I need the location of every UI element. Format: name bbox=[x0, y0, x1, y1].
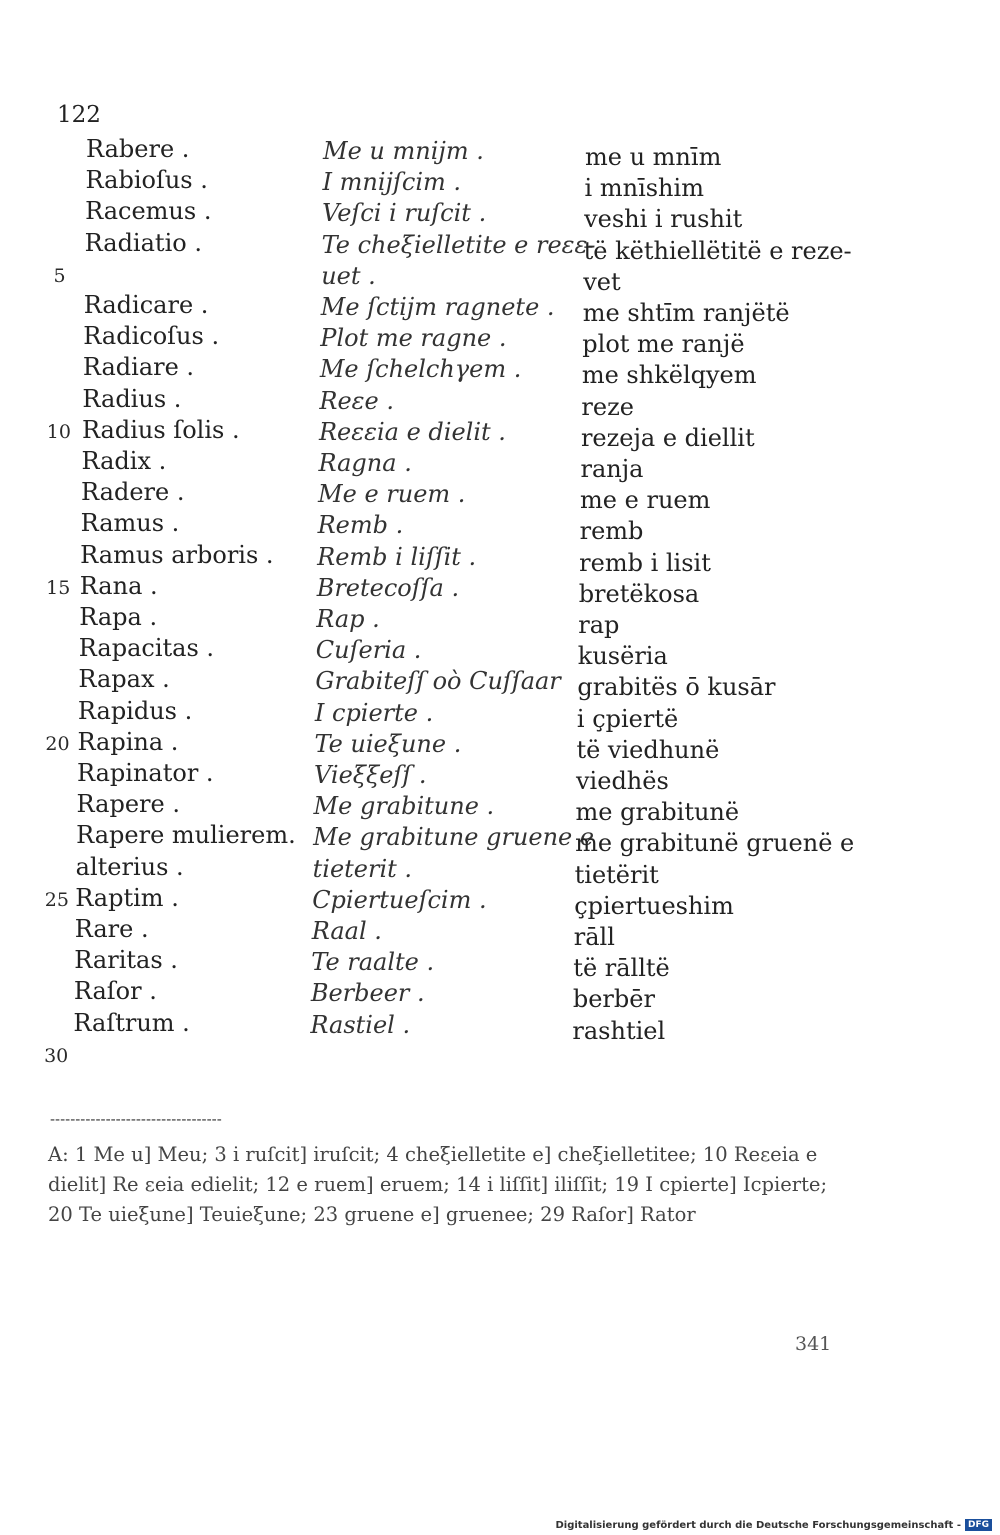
original-albanian: Me grabitune gruene e bbox=[313, 823, 595, 852]
modern-transcription: të rālltë bbox=[573, 954, 670, 983]
latin-term: Raſtrum . bbox=[73, 1008, 190, 1037]
original-albanian: Te cheξielletite e reεε- bbox=[321, 230, 596, 259]
latin-term: Radiatio . bbox=[84, 228, 202, 257]
modern-transcription: viedhës bbox=[576, 767, 669, 795]
modern-transcription: me shkëlqyem bbox=[581, 361, 757, 390]
modern-transcription: të viedhunë bbox=[576, 735, 720, 764]
latin-term: Rare . bbox=[74, 915, 149, 943]
line-number: 15 bbox=[46, 576, 71, 599]
latin-term: Rapidus . bbox=[77, 696, 193, 725]
original-albanian: Me ſchelchγem . bbox=[319, 355, 522, 384]
modern-transcription: bretëkosa bbox=[578, 579, 700, 608]
latin-term: alterius . bbox=[75, 852, 184, 881]
modern-transcription: i mnīshim bbox=[584, 174, 704, 203]
original-albanian: I cpierte . bbox=[314, 698, 434, 727]
original-albanian: Cpiertueſcim . bbox=[312, 885, 487, 914]
original-albanian: tieterit . bbox=[312, 854, 413, 883]
latin-term: Rapina . bbox=[77, 727, 179, 756]
modern-transcription: rashtiel bbox=[572, 1016, 666, 1045]
original-albanian: Me e ruem . bbox=[318, 480, 466, 509]
footnote-apparatus: A: 1 Me u] Meu; 3 i ruſcit] iruſcit; 4 cheξielletite e] cheξielletitee; 10 Reεeia e dielit] Re εeia edielit; 12 e ruem] eruem; 14 i liſſit] iliſſit; 19 I cpierte] Icpierte; 20 Te uieξune] Teuieξune; 23 gruene e] gruenee; 29 Raſor] Rator bbox=[48, 1143, 828, 1226]
modern-transcription: rāll bbox=[573, 923, 615, 951]
modern-transcription: plot me ranjë bbox=[582, 330, 745, 359]
latin-term: Radere . bbox=[81, 478, 185, 507]
latin-term: Rapax . bbox=[78, 665, 170, 694]
latin-term: Radius ſolis . bbox=[81, 415, 240, 444]
modern-transcription: veshi i rushit bbox=[584, 205, 743, 234]
line-number: 30 bbox=[44, 1044, 69, 1067]
modern-transcription: vet bbox=[583, 267, 621, 296]
latin-term: Rabere . bbox=[86, 135, 190, 163]
line-number: 20 bbox=[45, 732, 70, 755]
modern-transcription: të këthiellëtitë e reze- bbox=[583, 236, 852, 265]
line-number: 10 bbox=[46, 420, 71, 443]
latin-term: Raptim . bbox=[75, 883, 179, 912]
original-albanian: Me grabitune . bbox=[313, 792, 495, 821]
latin-term: Radiare . bbox=[82, 353, 195, 382]
modern-transcription: me u mnīm bbox=[585, 143, 722, 171]
original-albanian: Me u mnijm . bbox=[323, 137, 484, 165]
modern-transcription: me shtīm ranjëtë bbox=[582, 299, 790, 327]
original-albanian: Cuſeria . bbox=[315, 636, 422, 665]
modern-transcription: çpiertueshim bbox=[574, 891, 734, 920]
original-albanian: uet . bbox=[321, 261, 376, 290]
latin-term: Radicare . bbox=[83, 291, 209, 319]
original-albanian: Me ſctijm ragnete . bbox=[320, 293, 555, 321]
latin-term: Ramus arboris . bbox=[80, 540, 274, 569]
latin-term: Rapa . bbox=[79, 603, 158, 631]
latin-term: Rapere mulierem. bbox=[76, 821, 296, 850]
modern-transcription: reze bbox=[581, 392, 634, 421]
modern-transcription: me e ruem bbox=[580, 486, 711, 515]
original-albanian: I mnijſcim . bbox=[322, 168, 462, 197]
latin-term: Raſor . bbox=[73, 977, 157, 1006]
modern-transcription: tietërit bbox=[574, 860, 659, 889]
original-albanian: Plot me ragne . bbox=[320, 324, 507, 353]
line-number: 5 bbox=[53, 264, 66, 287]
latin-term: Raritas . bbox=[74, 946, 178, 975]
original-albanian: Remb i liſſit . bbox=[317, 542, 477, 571]
page-number-bottom: 341 bbox=[795, 1333, 832, 1355]
modern-transcription: kusëria bbox=[577, 642, 668, 671]
original-albanian: Reεe . bbox=[319, 386, 395, 415]
footnote-separator: ---------------------------------- bbox=[50, 1112, 222, 1128]
modern-transcription: remb i lisit bbox=[579, 548, 711, 577]
original-albanian: Rap . bbox=[316, 605, 380, 633]
latin-term: Rana . bbox=[79, 571, 158, 600]
original-albanian: Reεεia e dielit . bbox=[318, 417, 506, 446]
latin-term: Rapinator . bbox=[77, 759, 214, 787]
original-albanian: Raal . bbox=[311, 917, 382, 945]
page-number-top: 122 bbox=[57, 102, 101, 128]
modern-transcription: rezeja e diellit bbox=[580, 423, 755, 452]
original-albanian: Grabiteſſ oò Cuſſaar bbox=[315, 667, 561, 696]
original-albanian: Rastiel . bbox=[310, 1010, 411, 1039]
modern-transcription: remb bbox=[579, 517, 644, 546]
modern-transcription: me grabitunë bbox=[575, 798, 740, 827]
original-albanian: Veſci i ruſcit . bbox=[322, 199, 487, 228]
modern-transcription: berbēr bbox=[572, 985, 655, 1014]
latin-term: Rapere . bbox=[76, 790, 180, 819]
original-albanian: Remb . bbox=[317, 511, 404, 540]
dfg-logo: DFG bbox=[965, 1519, 992, 1531]
digitization-credit bbox=[555, 1519, 992, 1531]
latin-term: Rabioſus . bbox=[85, 166, 208, 195]
line-number: 25 bbox=[44, 888, 69, 911]
modern-transcription: rap bbox=[578, 611, 620, 639]
modern-transcription: grabitës ō kusār bbox=[577, 673, 776, 702]
latin-term: Racemus . bbox=[85, 197, 212, 226]
modern-transcription: me grabitunë gruenë e bbox=[575, 829, 855, 858]
latin-term: Radix . bbox=[81, 447, 167, 475]
original-albanian: Ragna . bbox=[318, 449, 412, 477]
original-albanian: Te uieξune . bbox=[314, 729, 462, 758]
modern-transcription: ranja bbox=[580, 455, 644, 483]
credit-text: Digitalisierung gefördert durch die Deutsche Forschungsgemeinschaft - bbox=[555, 1519, 961, 1531]
original-albanian: Berbeer . bbox=[310, 979, 425, 1008]
latin-term: Radicoſus . bbox=[83, 322, 220, 351]
latin-term: Rapacitas . bbox=[78, 634, 215, 663]
original-albanian: Te raalte . bbox=[311, 948, 435, 977]
original-albanian: Bretecoſſa . bbox=[316, 573, 460, 602]
latin-term: Radius . bbox=[82, 384, 182, 413]
original-albanian: Vieξξeſſ . bbox=[314, 761, 427, 789]
modern-transcription: i çpiertë bbox=[576, 704, 679, 733]
latin-term: Ramus . bbox=[80, 509, 180, 538]
